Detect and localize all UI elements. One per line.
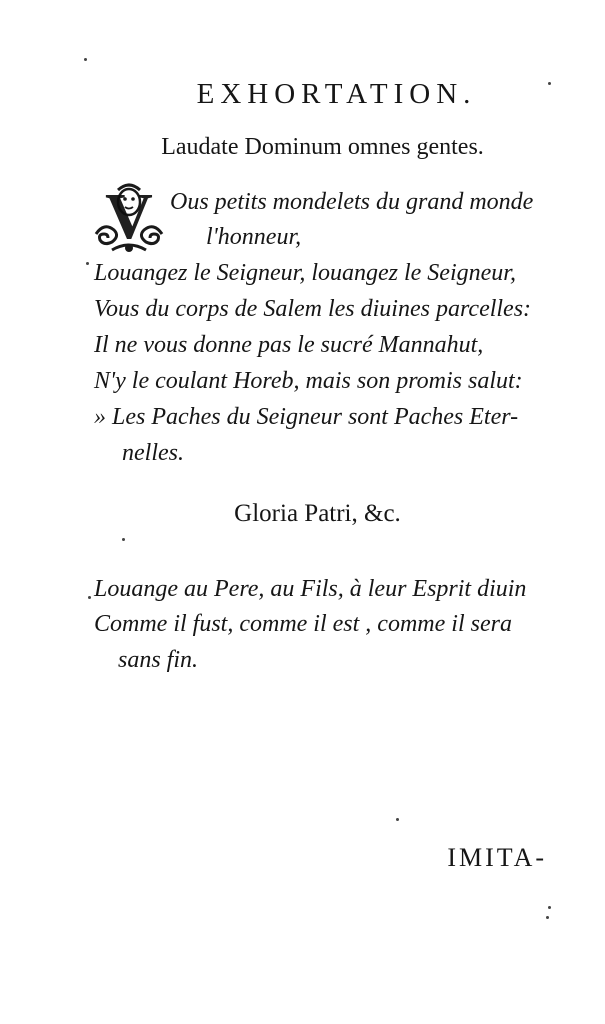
catchword: IMITA- — [447, 843, 547, 872]
scan-speck — [548, 82, 551, 85]
doxology-line-2: Comme il fust, comme il est , comme il sera — [94, 611, 512, 637]
verse-line-6: N'y le coulant Horeb, mais son promis salut: — [94, 368, 523, 394]
decorated-initial-v — [92, 176, 166, 256]
scan-speck — [548, 906, 551, 909]
page-title: EXHORTATION. — [196, 78, 477, 110]
doxology-line-1: Louange au Pere, au Fils, à leur Esprit diuin — [94, 576, 527, 602]
scan-speck — [546, 916, 549, 919]
verse-line-2: l'honneur, — [206, 224, 302, 250]
scan-speck — [122, 538, 125, 541]
verse-line-1: Ous petits mondelets du grand monde — [170, 189, 534, 215]
psalm-incipit: Laudate Dominum omnes gentes. — [161, 134, 484, 160]
verse-line-5: Il ne vous donne pas le sucré Mannahut, — [94, 332, 484, 358]
initial-letter: V — [105, 180, 153, 253]
doxology-heading: Gloria Patri, &c. — [234, 500, 401, 527]
doxology-line-3: sans fin. — [118, 647, 199, 673]
scan-speck — [88, 596, 91, 599]
scan-speck — [86, 262, 89, 265]
verse-line-7: » Les Paches du Seigneur sont Paches Eter- — [94, 404, 519, 430]
scan-speck — [84, 58, 87, 61]
scan-speck — [396, 818, 399, 821]
verse-line-4: Vous du corps de Salem les diuines parcelles: — [94, 296, 532, 322]
verse-line-8: nelles. — [122, 440, 184, 466]
verse-line-3: Louangez le Seigneur, louangez le Seigneur, — [94, 260, 516, 286]
